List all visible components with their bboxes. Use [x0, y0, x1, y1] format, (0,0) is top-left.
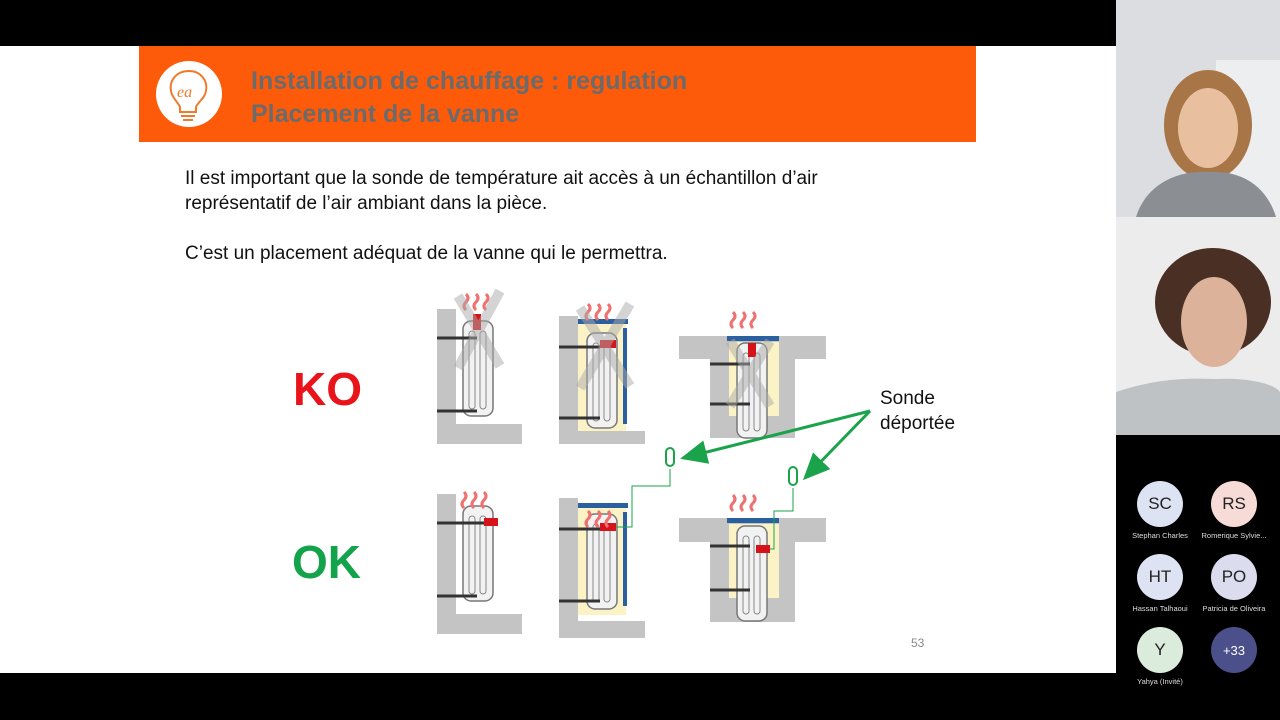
ok-diagram-1	[437, 492, 522, 634]
participant-avatar: PO	[1211, 554, 1257, 600]
sonde-deportee-label	[880, 386, 955, 436]
participant-tile[interactable]	[1124, 481, 1196, 540]
video-tile-speaker-1[interactable]	[1116, 0, 1280, 217]
more-participants-button[interactable]	[1198, 627, 1270, 673]
participants-panel	[1116, 435, 1280, 720]
ok-diagram-2	[559, 448, 674, 638]
participant-avatar: RS	[1211, 481, 1257, 527]
participant-name: Romerique Sylvie...	[1201, 531, 1267, 540]
participant-avatar: Y	[1137, 627, 1183, 673]
sonde-label-line2: déportée	[880, 413, 956, 434]
participant-avatar: HT	[1137, 554, 1183, 600]
participant-name: Yahya (Invité)	[1137, 677, 1183, 686]
speaker-1-video	[1116, 0, 1280, 217]
participant-tile[interactable]	[1124, 554, 1196, 613]
logo-text: ea	[177, 84, 193, 101]
top-letterbox	[0, 0, 1116, 46]
video-tile-speaker-2[interactable]	[1116, 217, 1280, 435]
ok-label: OK	[292, 536, 361, 588]
sonde-label-line1: Sonde	[880, 388, 935, 409]
participant-name: Stephan Charles	[1132, 531, 1188, 540]
participant-tile[interactable]	[1124, 627, 1196, 686]
participant-tile[interactable]	[1198, 554, 1270, 613]
radiator-placement-diagram	[0, 46, 1116, 673]
slide-title-line2: Placement de la vanne	[251, 100, 520, 128]
paragraph-1-line1: Il est important que la sonde de température ait accès à un échantillon d’air	[185, 168, 818, 189]
more-participants-count: +33	[1211, 627, 1257, 673]
shared-slide	[0, 46, 1116, 673]
bottom-letterbox	[0, 673, 1116, 720]
speaker-2-video	[1116, 217, 1280, 435]
ko-diagram-3	[679, 312, 826, 438]
participant-name: Hassan Talhaoui	[1132, 604, 1188, 613]
participant-name: Patricia de Oliveira	[1202, 604, 1266, 613]
slide-page-number: 53	[911, 636, 925, 650]
ko-diagram-2	[559, 304, 645, 444]
ok-diagram-3	[679, 467, 826, 622]
ko-diagram-1	[437, 291, 522, 444]
paragraph-1-line2: représentatif de l’air ambiant dans la pièce.	[185, 193, 548, 214]
participant-avatar: SC	[1137, 481, 1183, 527]
paragraph-2: C’est un placement adéquat de la vanne qui le permettra.	[185, 243, 668, 264]
ko-label: KO	[293, 363, 362, 415]
participant-tile[interactable]	[1198, 481, 1270, 540]
slide-title-line1: Installation de chauffage : regulation	[251, 67, 688, 95]
